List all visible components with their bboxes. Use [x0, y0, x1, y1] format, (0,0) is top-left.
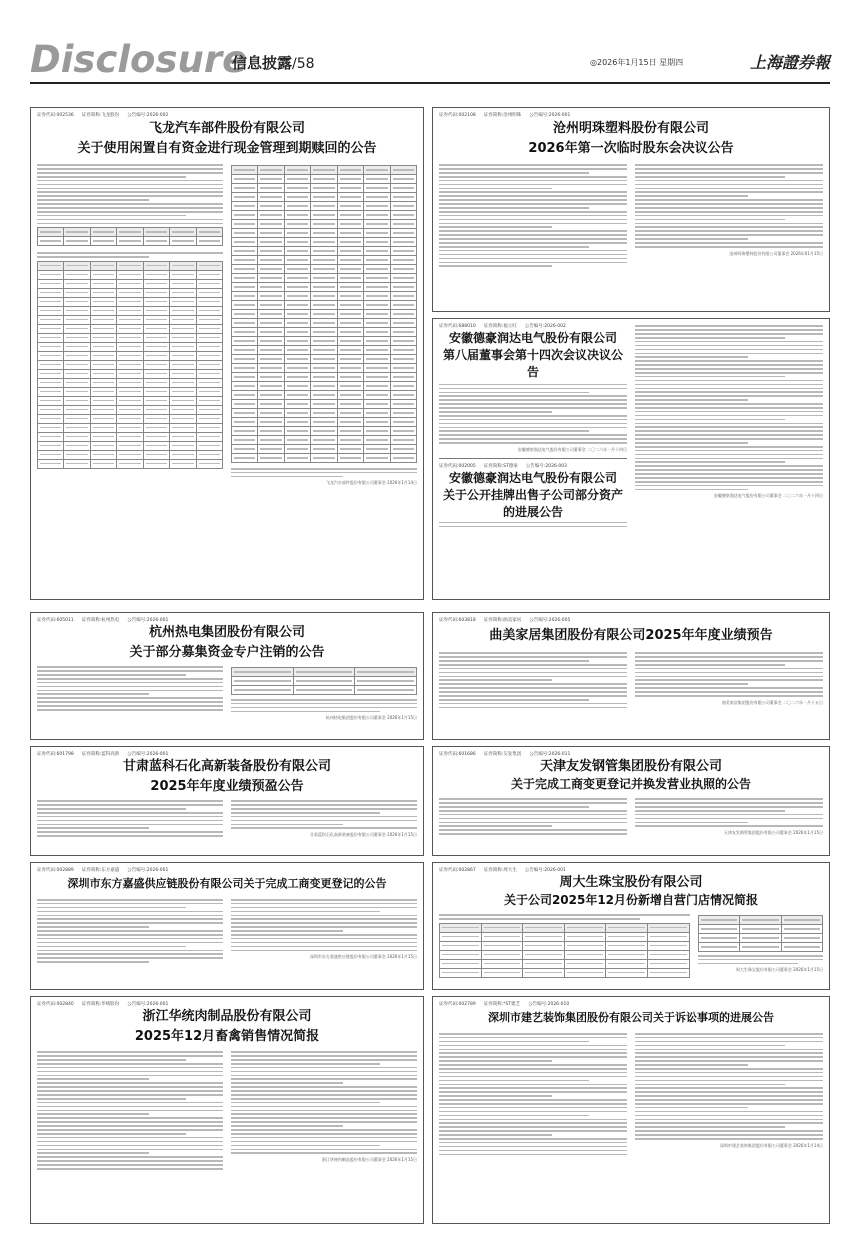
stock-abbr: 证券简称:*ST建艺 — [483, 1002, 521, 1007]
notice-title: 深圳市建艺装饰集团股份有限公司关于诉讼事项的进展公告 — [488, 1011, 774, 1024]
notice-meta — [439, 112, 823, 118]
notice-signature: 天津友发钢管集团股份有限公司董事会 2026年1月15日 — [723, 830, 823, 836]
stock-abbr: 证券简称:福立旺 — [483, 324, 517, 329]
notice-dehao — [432, 318, 830, 600]
notice-meta — [439, 323, 627, 329]
notice-meta — [439, 1001, 823, 1007]
notice-meta — [439, 751, 823, 757]
stock-code: 证券代码:002108 — [439, 113, 476, 118]
notice-meta — [37, 751, 417, 757]
notice-lanke — [30, 746, 424, 856]
notice-hangzhou — [30, 612, 424, 740]
stock-abbr: 证券简称:飞龙股份 — [81, 113, 120, 118]
stock-abbr: 证券简称:曲美家居 — [483, 618, 522, 623]
notice-subtitle: 2025年12月畜禽销售情况简报 — [134, 1028, 320, 1044]
issue-date: ◎2026年1月15日 星期四 — [590, 58, 684, 67]
notice-number: 公告编号:2026-001 — [127, 752, 169, 757]
notice-number: 公告编号:2026-001 — [529, 113, 571, 118]
notice-number: 公告编号:2026-011 — [529, 752, 571, 757]
notice-meta — [439, 463, 627, 469]
notice-number: 公告编号:2026-005 — [529, 618, 571, 623]
data-table — [37, 227, 223, 246]
notice-signature: 深圳市建艺装饰集团股份有限公司董事会 2026年1月14日 — [719, 1142, 823, 1148]
notice-number: 公告编号:2026-002 — [127, 113, 169, 118]
notice-number: 公告编号:2026-001 — [127, 1002, 169, 1007]
stock-code: 证券代码:002889 — [37, 868, 74, 873]
notice-meta — [37, 617, 417, 623]
brand-logo — [30, 38, 248, 81]
stock-code: 证券代码:002840 — [37, 1002, 74, 1007]
stock-code: 证券代码:002005 — [439, 463, 476, 469]
notice-number: 公告编号:2026-002 — [524, 324, 566, 329]
notice-signature: 飞龙汽车部件股份有限公司董事会 2026年1月14日 — [325, 480, 417, 486]
stock-code: 证券代码:601686 — [439, 752, 476, 757]
stock-abbr: 证券简称:蓝科高新 — [81, 752, 120, 757]
notice-number: 公告编号:2026-003 — [525, 463, 568, 469]
notice-jiasheng — [30, 862, 424, 990]
notice-subtitle: 2026年第一次临时股东会决议公告 — [528, 140, 734, 156]
stock-abbr: 证券简称:沧州明珠 — [483, 113, 522, 118]
notice-subtitle: 第八届董事会第十四次会议决议公告 — [442, 347, 623, 379]
notice-meta — [439, 617, 823, 623]
stock-code: 证券代码:688010 — [439, 324, 476, 329]
page-number: /58 — [292, 56, 315, 72]
notice-number: 公告编号:2026-001 — [127, 868, 169, 873]
notice-huatong — [30, 996, 424, 1224]
notice-title: 深圳市东方嘉盛供应链股份有限公司关于完成工商变更登记的公告 — [67, 877, 387, 890]
notice-meta — [37, 867, 417, 873]
header-rule — [30, 82, 830, 84]
notice-signature: 深圳市东方嘉盛供应链股份有限公司董事会 2026年1月15日 — [309, 954, 417, 960]
stock-code: 证券代码:002789 — [439, 1002, 476, 1007]
stock-code: 证券代码:605011 — [37, 618, 74, 623]
notice-zhoudasheng — [432, 862, 830, 990]
notice-qumei — [432, 612, 830, 740]
notice-title: 沧州明珠塑料股份有限公司 — [552, 121, 709, 136]
notice-title: 杭州热电集团股份有限公司 — [148, 625, 305, 640]
notice-title: 周大生珠宝股份有限公司 — [559, 875, 703, 890]
notice-subtitle: 关于完成工商变更登记并换发营业执照的公告 — [510, 776, 751, 791]
notice-signature: 杭州热电集团股份有限公司董事会 2026年1月15日 — [325, 715, 417, 721]
notice-number: 公告编号:2026-001 — [127, 618, 169, 623]
stock-abbr: 证券简称:ST德豪 — [483, 463, 518, 469]
notice-signature: 沧州明珠塑料股份有限公司董事会 2026年01月15日 — [729, 250, 823, 256]
notice-signature: 甘肃蓝科石化高新装备股份有限公司董事会 2026年1月15日 — [309, 832, 417, 838]
notice-feilong — [30, 107, 424, 600]
brand-word: Disclosure — [30, 38, 248, 81]
notice-mingzhu — [432, 107, 830, 312]
notice-meta — [37, 1001, 417, 1007]
data-table — [698, 915, 823, 952]
notice-signature: 曲美家居集团股份有限公司董事会 二〇二六年一月十五日 — [721, 699, 823, 705]
section-title — [232, 52, 315, 73]
paper-name: 上海證券報 — [750, 53, 831, 72]
data-table — [37, 261, 223, 469]
notice-meta — [37, 112, 417, 118]
notice-number: 公告编号:2026-010 — [528, 1002, 570, 1007]
stock-abbr: 证券简称:周大生 — [483, 868, 517, 873]
notice-subtitle: 关于使用闲置自有资金进行现金管理到期赎回的公告 — [77, 140, 377, 156]
notice-subtitle: 关于公司2025年12月份新增自营门店情况简报 — [503, 892, 759, 907]
data-table — [231, 667, 417, 695]
data-table — [231, 165, 417, 463]
notice-signature: 浙江华统肉制品股份有限公司董事会 2026年1月15日 — [321, 1156, 417, 1162]
notice-title: 安徽德豪润达电气股份有限公司 — [448, 331, 617, 345]
notice-signature: 安徽德豪润达电气股份有限公司董事会 二〇二六年一月十四日 — [517, 446, 627, 452]
notice-signature: 周大生珠宝股份有限公司董事会 2026年1月15日 — [735, 967, 823, 973]
section-name: 信息披露 — [232, 54, 293, 72]
notice-signature: 安徽德豪润达电气股份有限公司董事会 二〇二六年一月十四日 — [713, 493, 823, 499]
notice-title: 甘肃蓝科石化高新装备股份有限公司 — [122, 759, 331, 774]
data-table — [439, 923, 690, 978]
stock-code: 证券代码:603818 — [439, 618, 476, 623]
notice-number: 公告编号:2026-001 — [524, 868, 566, 873]
notice-subtitle: 关于部分募集资金专户注销的公告 — [129, 644, 325, 660]
stock-code: 证券代码:002867 — [439, 868, 476, 873]
stock-abbr: 证券简称:东方嘉盛 — [81, 868, 120, 873]
notice-title: 浙江华统肉制品股份有限公司 — [142, 1009, 312, 1024]
stock-abbr: 证券简称:友发集团 — [483, 752, 522, 757]
notice-title: 天津友发钢管集团股份有限公司 — [539, 759, 722, 774]
notice-title: 飞龙汽车部件股份有限公司 — [148, 121, 305, 136]
masthead — [0, 0, 857, 90]
notice-jianyi — [432, 996, 830, 1224]
stock-abbr: 证券简称:杭州热电 — [81, 618, 120, 623]
stock-code: 证券代码:002536 — [37, 113, 74, 118]
stock-abbr: 证券简称:华统股份 — [81, 1002, 120, 1007]
notice-title: 安徽德豪润达电气股份有限公司 — [448, 470, 617, 485]
stock-code: 证券代码:601798 — [37, 752, 74, 757]
notice-meta — [439, 867, 823, 873]
notice-subtitle: 2025年年度业绩预盈公告 — [150, 778, 304, 794]
notice-subtitle: 关于公开挂牌出售子公司部分资产的进展公告 — [442, 487, 623, 519]
notice-title: 曲美家居集团股份有限公司2025年年度业绩预告 — [489, 628, 773, 643]
notice-youfa — [432, 746, 830, 856]
